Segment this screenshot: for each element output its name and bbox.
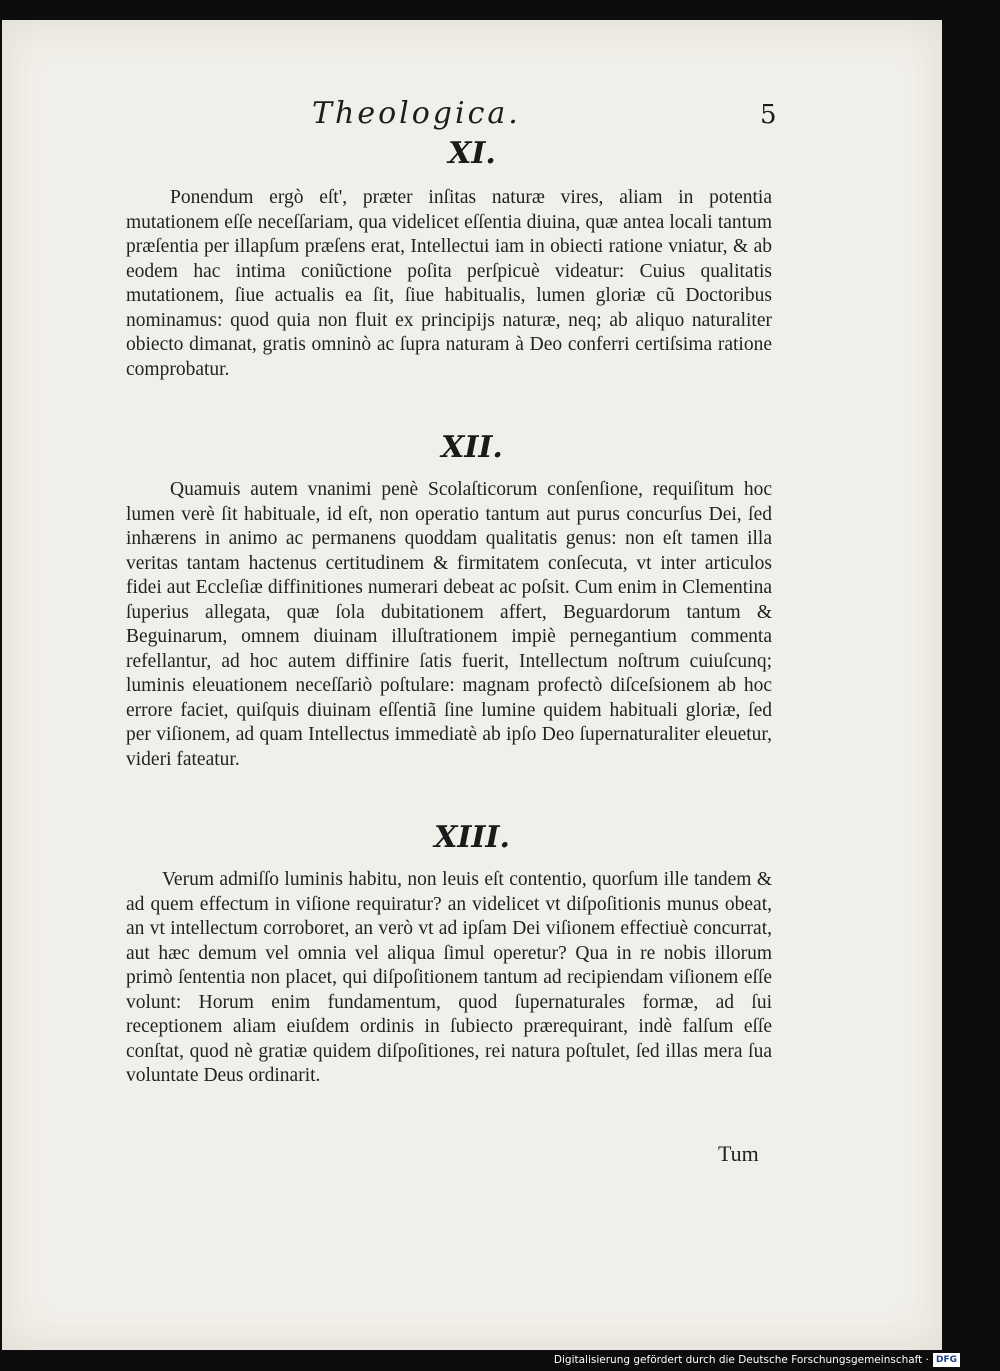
catchword: Tum bbox=[718, 1141, 759, 1166]
section-heading-xiii: XIII. bbox=[434, 820, 510, 855]
page-number: 5 bbox=[760, 100, 777, 130]
section-paragraph-xi: Ponendum ergò eſt', præter inſitas naturæ vires, aliam in potentia mutationem eſſe neceſſariam, qua videlicet eſſentia diuina, quæ antea locali tantum præſentia per illapſum præſens erat, Intellectui iam in obiecti ratione vniatur, & ab eodem hac intima coniũctione poſita perſpicuè videatur: Cuius qualitatis mutationem, ſiue actualis ea ſit, ſiue habitualis, lumen gloriæ cũ Doctoribus nominamus: quod quia non fluit ex principijs naturæ, neq; ab aliquo naturaliter obiecto dimanat, gratis omninò ac ſupra naturam à Deo conferri certiſsima ratione comprobatur. bbox=[126, 187, 772, 380]
section-heading-xii: XII. bbox=[441, 430, 503, 465]
document-page bbox=[2, 20, 942, 1350]
digitization-credit bbox=[554, 1353, 960, 1367]
section-heading-xi: XI. bbox=[448, 136, 496, 171]
section-paragraph-xii: Quamuis autem vnanimi penè Scolaſticorum conſenſione, requiſitum hoc lumen verè ſit habituale, id eſt, non operatio tantum aut purus concurſus Dei, ſed inhærens in animo ac permanens quoddam qualitatis genus: non eſt tamen illa veritas tantam hactenus certitudinem & firmitatem conſecuta, vt inter articulos fidei aut Eccleſiæ diffinitiones numerari debeat ac poſsit. Cum enim in Clementina ſuperius allegata, quæ ſola dubitationem affert, Beguardorum tantum & Beguinarum, omnem diuinam illuſtrationem impiè pernegantium commenta refellantur, ad hoc autem diffinire ſatis fuerit, Intellectum noſtrum cuiuſcunq; luminis eleuationem neceſſariò poſtulare: magnam profectò diſceſsionem ab hoc errore faciet, quiſquis diuinam eſſentiã ſine lumine quidem habituali gloriæ, ſed per viſionem, ad quam Intellectus immediatè ab ipſo Deo ſupernaturaliter eleuetur, videri fateatur. bbox=[126, 479, 772, 770]
running-head: Theologica. bbox=[312, 96, 521, 131]
funding-notice: Digitalisierung gefördert durch die Deutsche Forschungsgemeinschaft · bbox=[553, 1354, 929, 1366]
dfg-logo: DFG bbox=[933, 1353, 960, 1367]
section-paragraph-xiii: Verum admiſſo luminis habitu, non leuis eſt contentio, quorſum ille tandem & ad quem effectum in viſione requiratur? an videlicet vt diſpoſitionis munus obeat, an vt intellectum corroboret, an verò vt ad ipſam Dei viſionem effectiuè concurrat, aut hæc demum vel omnia vel aliqua ſimul operetur? Qua in re nobis illorum primò ſententia non placet, qui diſpoſitionem tantum ad recipiendam viſionem eſſe volunt: Horum enim fundamentum, quod ſupernaturales formæ, ad ſui receptionem aliam eiuſdem ordinis in ſubiecto prærequirant, indè falſum eſſe conſtat, quod nè gratiæ quidem diſpoſitiones, rei natura poſtulet, ſed illas mera ſua voluntate Deus ordinarit. bbox=[126, 869, 772, 1086]
